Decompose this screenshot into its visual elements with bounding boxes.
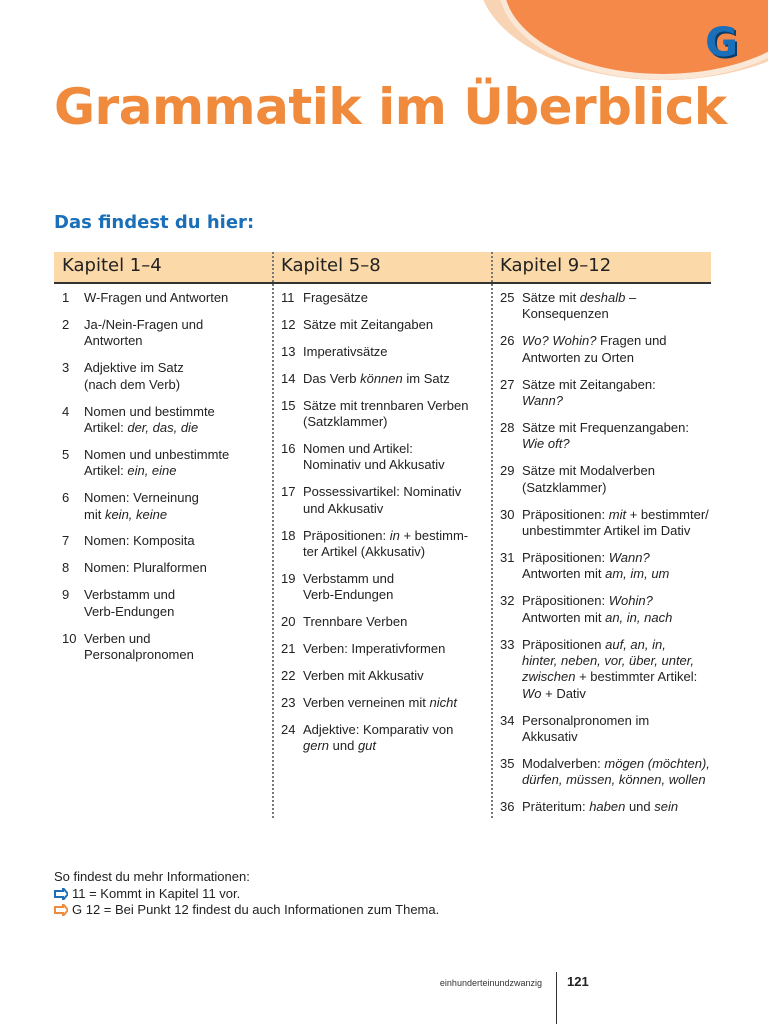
info-line-2: G 12 = Bei Punkt 12 findest du auch Informationen zum Thema. xyxy=(72,902,440,917)
info-line-1: 11 = Kommt in Kapitel 11 vor. xyxy=(72,885,241,901)
item-number: 16 xyxy=(281,440,296,456)
item-number: 26 xyxy=(500,333,515,349)
item-number: 3 xyxy=(62,360,70,376)
item-number: 7 xyxy=(62,533,70,549)
column-divider xyxy=(272,252,274,818)
list-item xyxy=(500,463,715,496)
item-text: Personalpronomen im Akkusativ xyxy=(522,712,650,745)
arrow-right-icon xyxy=(54,888,68,900)
item-number: 33 xyxy=(500,636,515,652)
item-number: 27 xyxy=(500,376,515,392)
list-item xyxy=(500,333,715,366)
item-text: Präpositionen: in + bestimm- ter Artikel (Akkusativ) xyxy=(303,527,469,559)
item-number: 14 xyxy=(281,370,296,386)
list-item xyxy=(500,593,715,626)
item-number: 1 xyxy=(62,290,70,305)
item-number: 12 xyxy=(281,316,296,332)
item-text: Präpositionen: mit + bestimmter/ unbestimmter Artikel im Dativ xyxy=(522,506,709,538)
list-item xyxy=(500,799,715,815)
item-text: Nomen und Artikel: Nominativ und Akkusativ xyxy=(303,440,445,473)
section-heading: Das findest du hier: xyxy=(54,212,255,233)
item-text: Präpositionen auf, an, in, hinter, neben, vor, über, unter, zwischen + bestimmter Artikel: Wo + Dativ xyxy=(522,636,698,701)
info-line xyxy=(54,886,439,903)
item-text: Adjektive: Komparativ von gern und gut xyxy=(303,721,454,754)
list-item xyxy=(500,550,715,583)
item-text: Sätze mit deshalb – Konsequenzen xyxy=(522,290,637,322)
item-number: 32 xyxy=(500,593,515,609)
item-text: Präteritum: haben und sein xyxy=(522,799,679,815)
item-text: Sätze mit trennbaren Verben (Satzklammer) xyxy=(303,397,469,430)
item-number: 21 xyxy=(281,641,296,657)
arrow-right-icon xyxy=(54,904,68,916)
list-item xyxy=(62,447,267,480)
chapter-letter: G xyxy=(705,20,738,66)
list-item xyxy=(281,571,486,604)
item-text: Präpositionen: Wann? Antworten mit am, im, um xyxy=(522,549,670,582)
item-number: 36 xyxy=(500,799,515,815)
list-item xyxy=(500,507,715,540)
item-text: Das Verb können im Satz xyxy=(303,370,450,386)
list-item xyxy=(281,668,486,684)
item-number: 10 xyxy=(62,630,77,646)
item-text: Verben mit Akkusativ xyxy=(303,668,424,683)
item-text: Verben verneinen mit nicht xyxy=(303,694,457,710)
item-text: Sätze mit Zeitangaben: Wann? xyxy=(522,376,656,409)
item-text: Possessivartikel: Nominativ und Akkusativ xyxy=(303,484,462,516)
list-item xyxy=(281,722,486,755)
item-number: 4 xyxy=(62,403,70,419)
list-item xyxy=(500,420,715,453)
item-text: Nomen: Pluralformen xyxy=(84,560,207,576)
list-item xyxy=(281,641,486,657)
list-item xyxy=(62,404,267,437)
item-number: 22 xyxy=(281,668,296,683)
list-item xyxy=(281,344,486,360)
item-text: Ja-/Nein-Fragen und Antworten xyxy=(84,316,204,349)
item-text: Sätze mit Frequenzangaben: Wie oft? xyxy=(522,419,689,452)
item-text: Verbstamm und Verb-Endungen xyxy=(84,587,176,619)
page-number: 121 xyxy=(567,974,589,989)
column-header-1: Kapitel 1–4 xyxy=(62,255,162,276)
column-header-3: Kapitel 9–12 xyxy=(500,255,612,276)
column-3-list xyxy=(500,290,715,826)
item-number: 11 xyxy=(281,290,295,305)
item-text: Sätze mit Zeitangaben xyxy=(303,316,434,332)
item-number: 6 xyxy=(62,490,70,506)
item-number: 19 xyxy=(281,570,296,586)
item-number: 34 xyxy=(500,712,515,728)
list-item xyxy=(500,756,715,789)
item-text: Verben: Imperativformen xyxy=(303,641,446,657)
item-text: Sätze mit Modalverben (Satzklammer) xyxy=(522,463,655,495)
page-title: Grammatik im Überblick xyxy=(54,78,727,136)
list-item xyxy=(62,360,267,393)
list-item xyxy=(62,317,267,350)
item-number: 13 xyxy=(281,343,296,359)
item-text: Nomen: Verneinung mit kein, keine xyxy=(84,490,199,522)
list-item xyxy=(281,695,486,711)
item-number: 29 xyxy=(500,463,515,479)
item-number: 23 xyxy=(281,694,296,710)
column-2-list xyxy=(281,290,486,765)
list-item xyxy=(500,377,715,410)
column-1-list xyxy=(62,290,267,674)
item-text: Präpositionen: Wohin? Antworten mit an, in, nach xyxy=(522,593,673,625)
item-number: 31 xyxy=(500,549,515,565)
list-item xyxy=(281,441,486,474)
list-item xyxy=(500,290,715,323)
item-number: 8 xyxy=(62,560,70,576)
column-header-bar xyxy=(54,252,711,284)
list-item xyxy=(62,290,267,306)
list-item xyxy=(62,631,267,664)
list-item xyxy=(281,317,486,333)
item-number: 18 xyxy=(281,527,296,543)
item-number: 20 xyxy=(281,614,296,630)
list-item xyxy=(62,560,267,576)
list-item xyxy=(281,371,486,387)
item-text: Trennbare Verben xyxy=(303,614,408,630)
list-item xyxy=(500,713,715,746)
list-item xyxy=(500,637,715,703)
list-item xyxy=(281,484,486,517)
info-block xyxy=(54,869,439,919)
item-text: Verben und Personalpronomen xyxy=(84,630,194,662)
item-text: Fragesätze xyxy=(303,290,369,305)
footer-divider xyxy=(556,972,557,1024)
item-number: 24 xyxy=(281,721,296,737)
list-item xyxy=(281,528,486,561)
item-text: Modalverben: mögen (möchten), dürfen, müssen, können, wollen xyxy=(522,755,710,788)
item-number: 28 xyxy=(500,419,515,435)
list-item xyxy=(62,533,267,549)
info-intro: So findest du mehr Informationen: xyxy=(54,869,250,884)
item-number: 30 xyxy=(500,506,515,522)
item-number: 5 xyxy=(62,446,70,462)
info-line xyxy=(54,902,439,919)
item-text: Verbstamm und Verb-Endungen xyxy=(303,570,395,603)
list-item xyxy=(62,587,267,620)
list-item xyxy=(62,490,267,523)
item-number: 17 xyxy=(281,484,296,500)
item-text: Nomen: Komposita xyxy=(84,533,195,549)
item-text: Imperativsätze xyxy=(303,343,388,359)
list-item xyxy=(281,398,486,431)
column-header-2: Kapitel 5–8 xyxy=(281,255,381,276)
item-number: 25 xyxy=(500,290,515,305)
list-item xyxy=(281,614,486,630)
page-number-words: einhunderteinundzwanzig xyxy=(439,978,542,988)
item-number: 15 xyxy=(281,397,296,413)
item-text: Adjektive im Satz (nach dem Verb) xyxy=(84,360,184,392)
item-number: 2 xyxy=(62,316,70,332)
item-number: 35 xyxy=(500,755,515,771)
item-number: 9 xyxy=(62,587,70,603)
item-text: W-Fragen und Antworten xyxy=(84,290,229,305)
item-text: Nomen und bestimmte Artikel: der, das, die xyxy=(84,403,215,435)
item-text: Wo? Wohin? Fragen und Antworten zu Orten xyxy=(522,333,667,365)
column-divider xyxy=(491,252,493,818)
list-item xyxy=(281,290,486,306)
item-text: Nomen und unbestimmte Artikel: ein, eine xyxy=(84,446,230,479)
